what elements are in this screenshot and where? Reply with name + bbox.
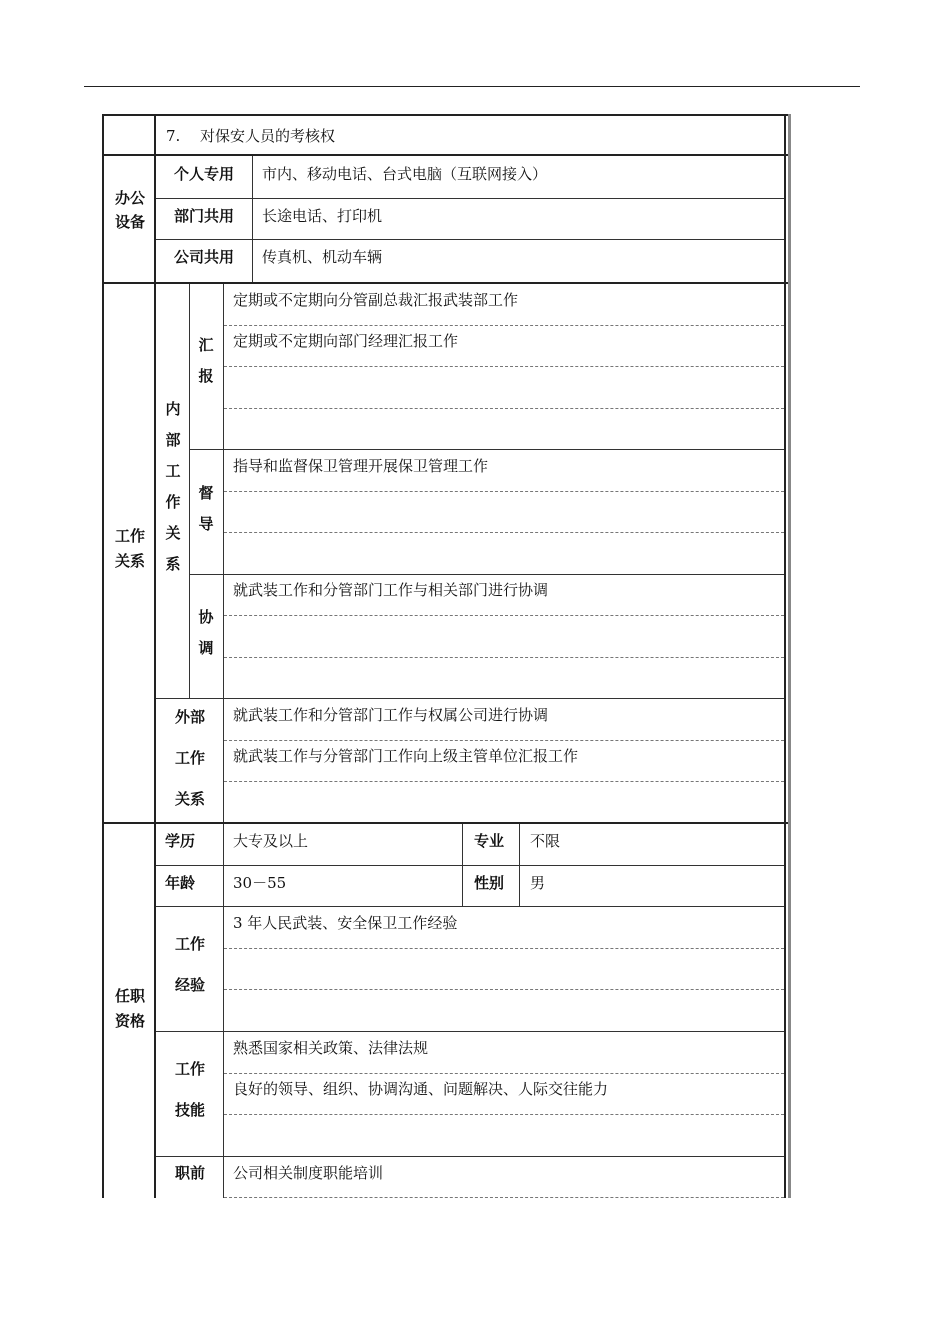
experience-label-2: 经验 <box>174 976 205 994</box>
external-label-1: 外部 <box>174 708 205 726</box>
coordinate-label: 协调 <box>198 608 214 657</box>
cell-divider <box>154 282 156 822</box>
experience-line-1: 3 年人民武装、安全保卫工作经验 <box>233 914 458 932</box>
supervise-line-1: 指导和监督保卫管理开展保卫管理工作 <box>233 457 489 475</box>
personal-use-label: 个人专用 <box>173 165 234 183</box>
table-border <box>102 114 104 1198</box>
report-line-1: 定期或不定期向分管副总裁汇报武装部工作 <box>233 291 519 309</box>
dashed-divider <box>224 989 784 990</box>
supervise-label: 督导 <box>198 484 214 533</box>
dashed-divider <box>224 532 784 533</box>
row-divider <box>156 198 784 199</box>
cell-divider <box>223 824 224 1198</box>
external-line-1: 就武装工作和分管部门工作与权属公司进行协调 <box>233 706 549 724</box>
row-divider <box>156 698 784 699</box>
major-label: 专业 <box>473 832 504 850</box>
external-line-2: 就武装工作与分管部门工作向上级主管单位汇报工作 <box>233 747 579 765</box>
pre-job-label: 职前 <box>174 1164 205 1182</box>
skills-line-1: 熟悉国家相关政策、法律法规 <box>233 1039 429 1057</box>
qualifications-label: 任职资格 <box>114 987 145 1030</box>
row-divider <box>156 865 784 866</box>
cell-divider <box>154 822 156 1198</box>
report-line-2: 定期或不定期向部门经理汇报工作 <box>233 332 459 350</box>
report-label: 汇报 <box>198 336 214 385</box>
dashed-divider <box>224 366 784 367</box>
pre-job-value: 公司相关制度职能培训 <box>233 1164 384 1182</box>
external-label-3: 关系 <box>174 790 205 808</box>
age-value: 30－55 <box>233 874 287 892</box>
experience-label-1: 工作 <box>174 935 205 953</box>
department-use-label: 部门共用 <box>173 207 234 225</box>
item-text: 对保安人员的考核权 <box>200 127 336 145</box>
item-number: 7. <box>166 127 181 145</box>
age-label: 年龄 <box>164 874 195 892</box>
row-divider <box>190 574 784 575</box>
dashed-divider <box>224 1197 784 1198</box>
gender-label: 性别 <box>473 874 504 892</box>
cell-divider <box>223 699 224 822</box>
education-value: 大专及以上 <box>233 832 309 850</box>
cell-divider <box>189 284 190 698</box>
company-use-label: 公司共用 <box>173 248 234 266</box>
gender-value: 男 <box>530 874 546 892</box>
row-divider <box>156 1156 784 1157</box>
cell-divider <box>252 156 253 282</box>
dashed-divider <box>224 1114 784 1115</box>
row-divider <box>190 449 784 450</box>
skills-label-1: 工作 <box>174 1060 205 1078</box>
row-divider <box>156 906 784 907</box>
job-description-table <box>102 114 788 1198</box>
major-value: 不限 <box>530 832 561 850</box>
section-divider <box>102 822 788 824</box>
skills-line-2: 良好的领导、组织、协调沟通、问题解决、人际交往能力 <box>233 1080 609 1098</box>
work-relations-label: 工作关系 <box>114 527 145 570</box>
cell-divider <box>154 114 156 154</box>
dashed-divider <box>224 781 784 782</box>
table-border <box>102 114 788 116</box>
department-use-value: 长途电话、打印机 <box>262 207 383 225</box>
dashed-divider <box>224 740 784 741</box>
coordinate-line-1: 就武装工作和分管部门工作与相关部门进行协调 <box>233 581 549 599</box>
personal-use-value: 市内、移动电话、台式电脑（互联网接入） <box>262 165 548 183</box>
dashed-divider <box>224 657 784 658</box>
dashed-divider <box>224 615 784 616</box>
office-equipment-label: 办公设备 <box>114 189 145 231</box>
dashed-divider <box>224 948 784 949</box>
row-divider <box>156 1031 784 1032</box>
row-divider <box>156 239 784 240</box>
education-label: 学历 <box>164 832 195 850</box>
table-border <box>784 114 786 1198</box>
section-divider <box>102 282 788 284</box>
dashed-divider <box>224 491 784 492</box>
internal-relations-label: 内部工作关系 <box>165 400 181 573</box>
dashed-divider <box>224 408 784 409</box>
header-rule <box>84 86 860 87</box>
dashed-divider <box>224 1073 784 1074</box>
company-use-value: 传真机、机动车辆 <box>262 248 383 266</box>
cell-divider <box>154 154 156 282</box>
dashed-divider <box>224 325 784 326</box>
external-label-2: 工作 <box>174 749 205 767</box>
section-divider <box>102 154 788 156</box>
skills-label-2: 技能 <box>174 1101 205 1119</box>
